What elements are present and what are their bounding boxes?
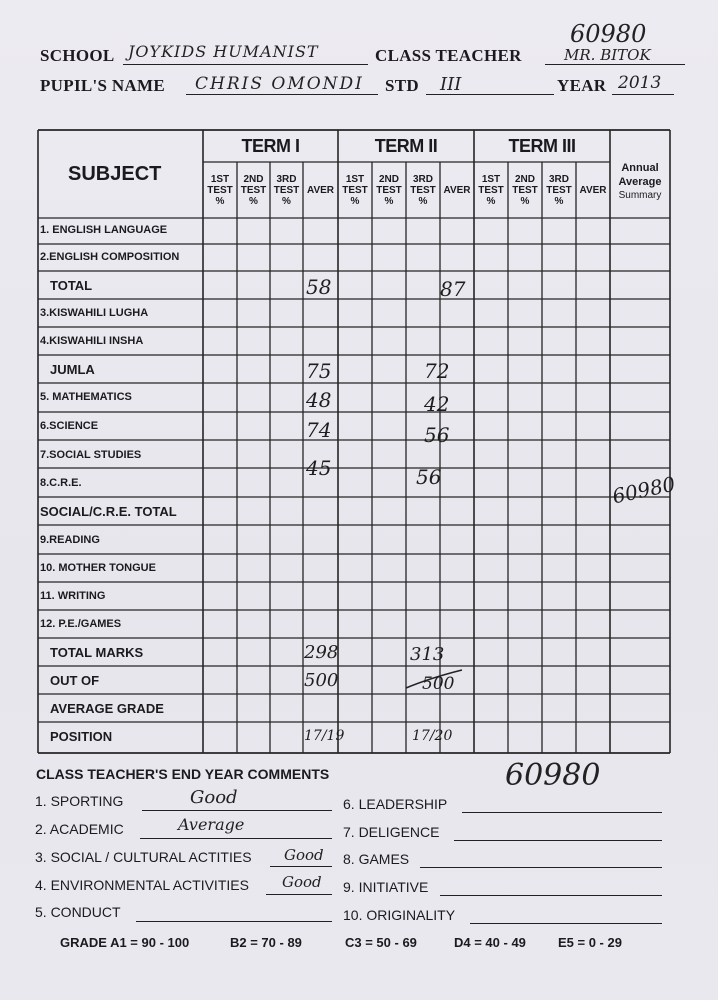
std-value: III (440, 74, 462, 95)
comment-conduct-line (136, 921, 332, 922)
term2-test1-header: 1ST TEST % (342, 174, 368, 207)
comment-leadership-label: 6. LEADERSHIP (343, 796, 448, 812)
t2-out-of: 500 (422, 674, 455, 694)
comment-initiative-line (440, 895, 662, 896)
pupil-name-label: PUPIL'S NAME (40, 76, 165, 95)
term-3-heading: TERM III (508, 136, 576, 156)
term1-test2-header: 2ND TEST % (240, 174, 267, 207)
comment-sporting-label: 1. SPORTING (35, 793, 124, 809)
grade-c3: C3 = 50 - 69 (345, 935, 417, 950)
term3-aver-header: AVER (579, 185, 607, 196)
grade-b2: B2 = 70 - 89 (230, 935, 302, 950)
annual-note-number: 60980 (610, 471, 678, 509)
comment-initiative-label: 9. INITIATIVE (343, 879, 429, 895)
term1-aver-header: AVER (306, 185, 335, 196)
t1-out-of: 500 (304, 670, 339, 691)
t1-social-aver: 45 (306, 456, 332, 480)
term1-test1-header: 1ST TEST % (207, 174, 233, 207)
comment-sporting-line (142, 810, 332, 811)
term3-test2-header: 2ND TEST % (512, 174, 538, 207)
t1-science-aver: 74 (306, 418, 332, 442)
t1-total-aver: 58 (306, 275, 332, 299)
std-label: STD (385, 76, 419, 95)
term-1-heading: TERM I (241, 136, 300, 156)
comment-games-label: 8. GAMES (343, 851, 410, 867)
comment-academic-label: 2. ACADEMIC (35, 821, 124, 837)
row-writing: 11. WRITING (40, 590, 106, 602)
comment-sporting-value: Good (190, 787, 238, 808)
class-teacher-label: CLASS TEACHER (375, 46, 522, 65)
term1-test3-header: 3RD TEST % (273, 174, 300, 207)
comment-deligence-label: 7. DELIGENCE (343, 824, 440, 840)
comment-leadership-line (462, 812, 662, 813)
comments-heading: CLASS TEACHER'S END YEAR COMMENTS (36, 766, 330, 782)
comment-originality-line (470, 923, 662, 924)
annual-label-3: Summary (618, 190, 662, 201)
annual-label-2: Average (618, 176, 662, 188)
comment-originality-label: 10. ORIGINALITY (343, 907, 456, 923)
row-cre: 8.C.R.E. (40, 477, 82, 489)
row-position: POSITION (50, 729, 113, 744)
term3-test3-header: 3RD TEST % (546, 174, 572, 207)
t1-position: 17/19 (304, 728, 345, 744)
term2-test3-header: 3RD TEST % (410, 174, 436, 207)
comments-big-number: 60980 (505, 758, 601, 793)
comment-deligence-line (454, 840, 662, 841)
term3-test1-header: 1ST TEST % (478, 174, 504, 207)
row-english-language: 1. ENGLISH LANGUAGE (40, 224, 168, 236)
term2-test2-header: 2ND TEST % (376, 174, 402, 207)
school-value: JOYKIDS HUMANIST (128, 42, 319, 61)
class-teacher-value: MR. BITOK (564, 46, 651, 64)
comment-academic-line (140, 838, 332, 839)
term-2-heading: TERM II (374, 136, 438, 156)
annual-average-header (610, 161, 670, 203)
comment-social-value: Good (284, 846, 324, 864)
year-value: 2013 (618, 73, 662, 93)
t2-science-aver: 56 (424, 423, 450, 447)
row-reading: 9.READING (40, 534, 100, 546)
t2-total-aver: 87 (440, 277, 466, 301)
comment-environmental-label: 4. ENVIRONMENTAL ACTIVITIES (35, 877, 249, 893)
row-kiswahili-lugha: 3.KISWAHILI LUGHA (40, 307, 149, 319)
comment-environmental-line (266, 894, 332, 895)
comment-environmental-value: Good (282, 873, 322, 891)
grade-d4: D4 = 40 - 49 (454, 935, 526, 950)
t1-jumla-aver: 75 (306, 359, 332, 383)
row-total: TOTAL (50, 278, 93, 293)
t2-jumla-aver: 72 (424, 359, 450, 383)
row-science: 6.SCIENCE (40, 420, 99, 432)
row-english-composition: 2.ENGLISH COMPOSITION (40, 251, 180, 263)
comment-academic-value: Average (178, 815, 245, 834)
row-total-marks: TOTAL MARKS (50, 645, 144, 660)
top-reference-number: 60980 (570, 20, 647, 48)
t2-position: 17/20 (412, 728, 453, 744)
school-label: SCHOOL (40, 46, 115, 65)
pupil-name-value: CHRIS OMONDI (195, 74, 364, 94)
comment-social-line (270, 866, 332, 867)
grade-e5: E5 = 0 - 29 (558, 935, 622, 950)
t2-total-marks: 313 (410, 644, 445, 665)
row-jumla: JUMLA (50, 362, 95, 377)
grade-a1: GRADE A1 = 90 - 100 (60, 935, 190, 950)
comment-social-label: 3. SOCIAL / CULTURAL ACTITIES (35, 849, 252, 865)
comment-conduct-label: 5. CONDUCT (35, 904, 121, 920)
row-social-studies: 7.SOCIAL STUDIES (40, 449, 142, 461)
row-mathematics: 5. MATHEMATICS (40, 391, 132, 403)
row-average-grade: AVERAGE GRADE (50, 701, 164, 716)
row-mother-tongue: 10. MOTHER TONGUE (40, 562, 156, 574)
t2-cre-aver: 56 (416, 465, 442, 489)
row-pe-games: 12. P.E./GAMES (40, 618, 122, 630)
subject-heading: SUBJECT (68, 163, 162, 185)
t1-total-marks: 298 (304, 642, 339, 663)
row-out-of: OUT OF (50, 673, 100, 688)
year-label: YEAR (557, 76, 607, 95)
row-kiswahili-insha: 4.KISWAHILI INSHA (40, 335, 144, 347)
annual-label-1: Annual (621, 162, 659, 174)
term2-aver-header: AVER (443, 185, 471, 196)
t1-math-aver: 48 (306, 388, 332, 412)
row-social-cre-total: SOCIAL/C.R.E. TOTAL (40, 504, 177, 519)
comment-games-line (420, 867, 662, 868)
t2-math-aver: 42 (424, 392, 450, 416)
